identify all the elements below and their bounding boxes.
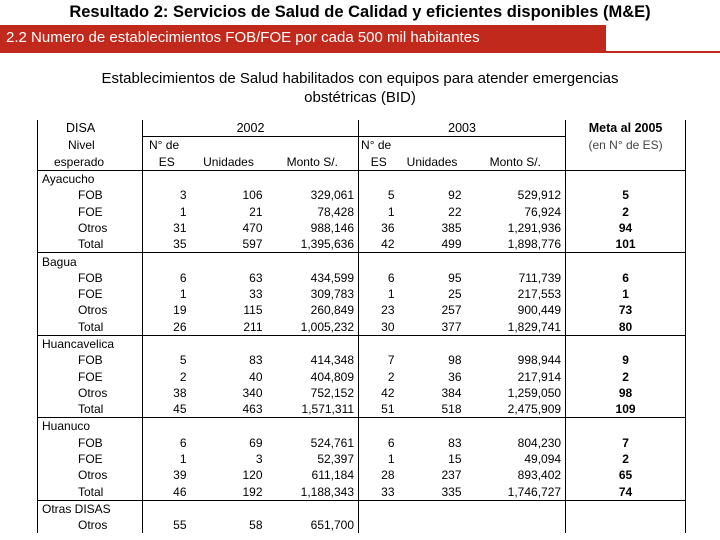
group-row [38,500,686,517]
table-row [38,517,686,533]
cell-meta-2005: 1 [566,286,686,302]
group-row [38,170,686,187]
row-label: FOE [38,368,143,384]
cell-unidades-2002: 21 [249,204,263,219]
cell-monto-2003: 217,553 [517,287,562,302]
cell-monto-2003: 998,944 [517,353,562,368]
cell-unidades-2002: 470 [242,220,263,235]
subtitle-underline [0,51,720,53]
cell-monto-2003: 1,746,727 [507,484,562,499]
cell-unidades-2003 [399,517,466,533]
cell-unidades-2002: 69 [249,435,263,450]
cell-monto-2003: 900,449 [517,303,562,318]
cell-meta-2005: 94 [566,220,686,236]
cell-unidades-2002: 58 [249,518,263,533]
cell-es-2002: 26 [143,319,191,336]
table-row [38,220,686,236]
cell-monto-2002: 434,599 [310,270,355,285]
cell-es-2002: 2 [143,368,191,384]
group-name: Otras DISAS [38,500,143,517]
cell-meta-2005: 9 [566,352,686,368]
cell-unidades-2002: 63 [249,270,263,285]
cell-unidades-2002: 83 [249,353,263,368]
cell-es-2003: 7 [359,352,399,368]
head-esperado: esperado [38,154,143,171]
cell-meta-2005: 6 [566,270,686,286]
cell-es-2003: 1 [359,451,399,467]
row-label: Total [38,236,143,253]
cell-monto-2002: 1,395,636 [300,237,355,252]
row-label: FOB [38,352,143,368]
row-label: FOE [38,203,143,219]
cell-meta-2005: 109 [566,401,686,418]
row-label: FOB [38,187,143,203]
cell-es-2003: 30 [359,319,399,336]
head-unidades-2002: Unidades [203,154,254,169]
head-es-2002: ES [143,154,191,171]
cell-monto-2003: 1,829,741 [507,319,562,334]
cell-monto-2002: 651,700 [310,518,355,533]
cell-meta-2005 [566,517,686,533]
cell-es-2003: 33 [359,484,399,501]
cell-unidades-2003: 335 [441,484,462,499]
cell-unidades-2003: 25 [448,287,462,302]
cell-monto-2002: 260,849 [310,303,355,318]
cell-meta-2005: 2 [566,203,686,219]
cell-es-2003: 1 [359,203,399,219]
cell-es-2002: 46 [143,484,191,501]
head-meta: Meta al 2005 [566,120,686,137]
table-row [38,302,686,318]
cell-es-2002: 3 [143,187,191,203]
group-row [38,418,686,435]
table-row [38,451,686,467]
head-nde-2002: N° de [143,137,191,154]
cell-unidades-2002: 40 [249,369,263,384]
cell-meta-2005: 2 [566,368,686,384]
cell-unidades-2002: 463 [242,402,263,417]
cell-monto-2003: 1,291,936 [507,220,562,235]
row-label: FOB [38,435,143,451]
cell-meta-2005: 2 [566,451,686,467]
table-body [38,170,686,533]
cell-monto-2003: 804,230 [517,435,562,450]
cell-meta-2005: 5 [566,187,686,203]
cell-unidades-2002: 33 [249,287,263,302]
cell-monto-2003: 2,475,909 [507,402,562,417]
cell-unidades-2003: 385 [441,220,462,235]
cell-meta-2005: 65 [566,467,686,483]
row-label: Total [38,484,143,501]
cell-monto-2003: 217,914 [517,369,562,384]
cell-monto-2003: 1,259,050 [507,385,562,400]
table-row [38,270,686,286]
cell-es-2003: 2 [359,368,399,384]
cell-monto-2003: 76,924 [524,204,562,219]
cell-monto-2003: 49,094 [524,452,562,467]
cell-monto-2002: 611,184 [311,468,355,483]
cell-es-2003 [359,517,399,533]
cell-es-2002: 6 [143,435,191,451]
cell-monto-2002: 52,397 [317,452,355,467]
head-nde-2003: N° de [359,137,399,154]
cell-monto-2002: 1,188,343 [300,484,355,499]
cell-unidades-2003: 83 [448,435,462,450]
cell-monto-2002: 404,809 [310,369,355,384]
cell-unidades-2002: 211 [243,319,263,334]
cell-unidades-2003: 95 [448,270,462,285]
cell-es-2003: 1 [359,286,399,302]
head-monto-2002: Monto S/. [286,154,338,169]
row-label: Otros [38,302,143,318]
cell-meta-2005: 98 [566,385,686,401]
cell-es-2002: 1 [143,451,191,467]
cell-unidades-2002: 192 [242,484,263,499]
table-row [38,203,686,219]
head-year-2002: 2002 [143,120,359,137]
cell-meta-2005: 73 [566,302,686,318]
cell-es-2003: 6 [359,435,399,451]
head-year-2003: 2003 [359,120,566,137]
cell-unidades-2002: 115 [243,303,263,318]
cell-monto-2002: 329,061 [310,188,355,203]
cell-monto-2003: 893,402 [517,468,562,483]
cell-unidades-2002: 340 [242,385,263,400]
cell-es-2003: 51 [359,401,399,418]
cell-unidades-2003: 92 [448,188,462,203]
cell-monto-2002: 1,005,232 [300,319,355,334]
table-row [38,352,686,368]
cell-unidades-2002: 597 [242,237,263,252]
head-es-2003: ES [359,154,399,171]
cell-es-2003: 42 [359,385,399,401]
table-caption [40,69,680,107]
cell-es-2002: 1 [143,286,191,302]
group-row [38,335,686,352]
cell-monto-2003: 711,739 [518,270,562,285]
cell-es-2003: 5 [359,187,399,203]
cell-unidades-2003: 518 [441,402,462,417]
cell-es-2002: 31 [143,220,191,236]
cell-unidades-2003: 257 [441,303,462,318]
establishments-table [37,120,686,533]
row-label: FOE [38,451,143,467]
cell-es-2003: 23 [359,302,399,318]
cell-monto-2002: 524,761 [310,435,355,450]
table-row [38,467,686,483]
table-row [38,401,686,418]
row-label: Otros [38,220,143,236]
cell-es-2002: 19 [143,302,191,318]
table-row [38,484,686,501]
group-name: Ayacucho [38,170,143,187]
table-row [38,187,686,203]
cell-unidades-2003: 98 [448,353,462,368]
row-label: FOB [38,270,143,286]
row-label: Otros [38,385,143,401]
cell-monto-2002: 414,348 [310,353,355,368]
row-label: Total [38,319,143,336]
cell-es-2003: 42 [359,236,399,253]
cell-monto-2002: 78,428 [317,204,355,219]
cell-es-2002: 45 [143,401,191,418]
cell-es-2003: 6 [359,270,399,286]
cell-monto-2002: 988,146 [310,220,355,235]
cell-es-2003: 36 [359,220,399,236]
head-unidades-2003: Unidades [406,154,458,169]
head-monto-2003: Monto S/. [489,154,541,169]
cell-es-2002: 5 [143,352,191,368]
cell-meta-2005: 74 [566,484,686,501]
row-label: Otros [38,517,143,533]
cell-unidades-2003: 15 [448,452,462,467]
cell-es-2002: 39 [143,467,191,483]
cell-unidades-2003: 384 [441,385,462,400]
cell-unidades-2003: 237 [441,468,462,483]
cell-meta-2005: 101 [566,236,686,253]
cell-unidades-2003: 377 [441,319,462,334]
table-row [38,286,686,302]
table-row [38,236,686,253]
cell-unidades-2003: 22 [448,204,462,219]
subtitle-bar: 2.2 Numero de establecimientos FOB/FOE por cada 500 mil habitantes [0,25,606,51]
cell-es-2002: 6 [143,270,191,286]
head-disa: DISA [38,120,143,137]
group-row [38,253,686,270]
table-row [38,435,686,451]
cell-monto-2003 [466,517,566,533]
head-meta-sub: (en N° de ES) [566,137,686,154]
slide-title: Resultado 2: Servicios de Salud de Calidad y eficientes disponibles (M&E) [69,3,651,21]
head-nivel: Nivel [38,137,143,154]
row-label: Otros [38,467,143,483]
row-label: FOE [38,286,143,302]
cell-monto-2002: 1,571,311 [301,402,355,417]
cell-meta-2005: 80 [566,319,686,336]
cell-monto-2002: 309,783 [310,287,355,302]
cell-unidades-2003: 499 [441,237,462,252]
row-label: Total [38,401,143,418]
cell-meta-2005: 7 [566,435,686,451]
group-name: Huanuco [38,418,143,435]
cell-es-2002: 35 [143,236,191,253]
table-head [38,120,686,170]
cell-es-2002: 1 [143,203,191,219]
establishments-table-wrapper [37,120,685,533]
cell-unidades-2002: 3 [255,452,263,467]
group-name: Bagua [38,253,143,270]
caption-line-1: Establecimientos de Salud habilitados con equipos para atender emergencias [101,70,619,87]
cell-es-2002: 55 [143,517,191,533]
cell-es-2002: 38 [143,385,191,401]
caption-line-2: obstétricas (BID) [304,89,416,106]
cell-monto-2003: 529,912 [517,188,562,203]
cell-unidades-2002: 106 [242,188,263,203]
table-row [38,368,686,384]
cell-monto-2003: 1,898,776 [507,237,562,252]
table-row [38,319,686,336]
cell-unidades-2003: 36 [448,369,462,384]
group-name: Huancavelica [38,335,143,352]
cell-unidades-2002: 120 [242,468,263,483]
cell-es-2003: 28 [359,467,399,483]
cell-monto-2002: 752,152 [310,385,355,400]
table-row [38,385,686,401]
